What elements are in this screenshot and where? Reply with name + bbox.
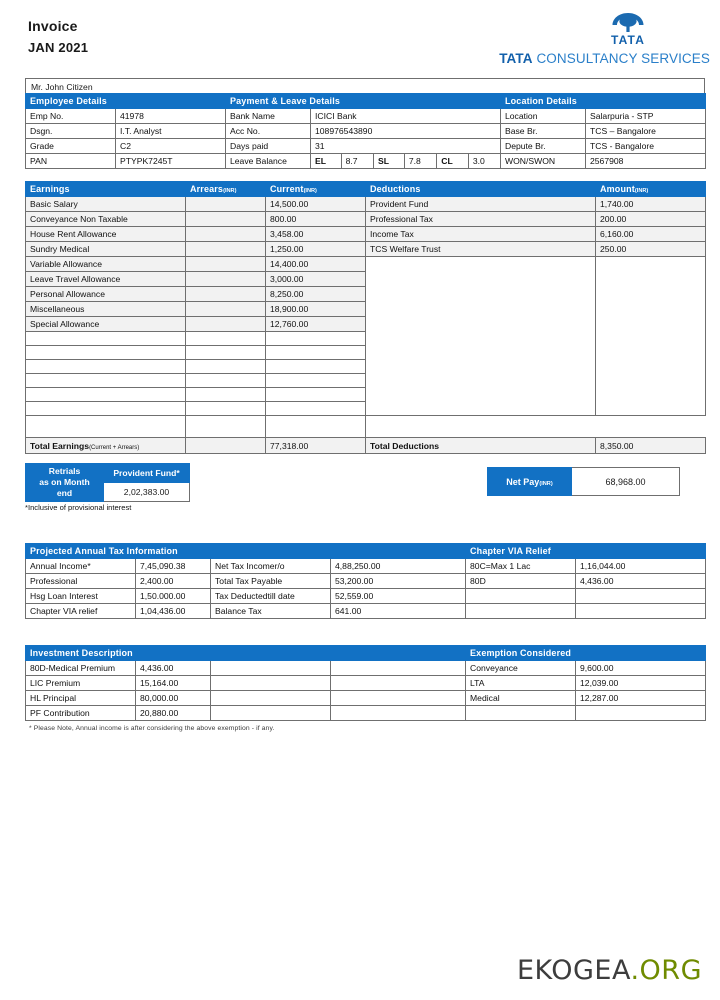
- investment-label: 80D-Medical Premium: [26, 661, 136, 676]
- depute-br-label: Depute Br.: [501, 139, 586, 154]
- pan-label: PAN: [26, 154, 116, 169]
- blank-cell: [26, 346, 186, 360]
- total-earnings-text: Total Earnings: [30, 440, 90, 451]
- current-col-header: [266, 182, 366, 197]
- earning-current: 3,458.00: [266, 227, 366, 242]
- net-pay-text: Net Pay: [506, 476, 540, 487]
- location-label: Location: [501, 109, 586, 124]
- amount-filler: [596, 257, 706, 416]
- chapter-via-header: Chapter VIA Relief: [466, 544, 706, 559]
- earning-label: Variable Allowance: [26, 257, 186, 272]
- blank-cell: [26, 374, 186, 388]
- tax-mid-label: Balance Tax: [211, 604, 331, 619]
- tax-mid-value: 52,559.00: [331, 589, 466, 604]
- earnings-row: [26, 242, 706, 257]
- tax-right-label: 80C=Max 1 Lac: [466, 559, 576, 574]
- arrears-unit: (INR): [223, 188, 237, 194]
- total-deductions-label: [366, 438, 596, 454]
- earnings-row: [26, 212, 706, 227]
- days-paid-label: Days paid: [226, 139, 311, 154]
- tcs-brand-line: [480, 51, 710, 66]
- exemption-value: 12,287.00: [576, 691, 706, 706]
- depute-br-value: TCS - Bangalore: [586, 139, 706, 154]
- el-value: 8.7: [341, 154, 373, 168]
- blank-cell: [186, 388, 266, 402]
- details-row: [26, 124, 706, 139]
- net-pay-unit: (INR): [539, 480, 553, 487]
- tax-right-value: [576, 589, 706, 604]
- leave-balance-label: Leave Balance: [226, 154, 311, 169]
- investment-spacer: [331, 661, 466, 676]
- earning-current: 14,500.00: [266, 197, 366, 212]
- tata-wordmark: TATA: [610, 33, 646, 47]
- details-header-row: [26, 94, 706, 109]
- investment-spacer: [211, 691, 331, 706]
- retrials-label: [26, 464, 104, 502]
- earnings-blank-row: [26, 416, 706, 438]
- employee-name: Mr. John Citizen: [25, 78, 705, 93]
- blank-cell: [186, 332, 266, 346]
- exemption-label: [466, 706, 576, 721]
- tax-left-label: Professional: [26, 574, 136, 589]
- totals-row: [26, 438, 706, 454]
- won-swon-label: WON/SWON: [501, 154, 586, 169]
- earning-current: 18,900.00: [266, 302, 366, 317]
- tax-left-value: 1,04,436.00: [136, 604, 211, 619]
- blank-cell: [186, 402, 266, 416]
- retrials-footnote: *Inclusive of provisional interest: [25, 503, 132, 512]
- exemption-value: 9,600.00: [576, 661, 706, 676]
- tax-right-value: 4,436.00: [576, 574, 706, 589]
- tax-right-label: [466, 604, 576, 619]
- tax-mid-value: 53,200.00: [331, 574, 466, 589]
- investment-value: 4,436.00: [136, 661, 211, 676]
- details-row: [26, 109, 706, 124]
- earning-arrears: [186, 317, 266, 332]
- investment-spacer: [331, 706, 466, 721]
- exemption-value: [576, 706, 706, 721]
- blank-cell: [266, 332, 366, 346]
- tata-logo-icon: [611, 12, 645, 34]
- net-pay-box: [487, 467, 680, 496]
- location-value: Salarpuria - STP: [586, 109, 706, 124]
- blank-cell: [26, 402, 186, 416]
- exemption-considered-header: Exemption Considered: [466, 646, 706, 661]
- current-label: Current: [270, 184, 304, 194]
- earning-label: Conveyance Non Taxable: [26, 212, 186, 227]
- investment-spacer: [211, 661, 331, 676]
- deduction-amount: 1,740.00: [596, 197, 706, 212]
- total-earnings-spacer: [186, 438, 266, 454]
- amount-label: Amount: [600, 184, 635, 194]
- tax-left-value: 1,50.000.00: [136, 589, 211, 604]
- deduction-label: Professional Tax: [366, 212, 596, 227]
- earnings-row: [26, 197, 706, 212]
- investment-label: LIC Premium: [26, 676, 136, 691]
- details-pan-row: [26, 154, 706, 169]
- earning-label: Miscellaneous: [26, 302, 186, 317]
- blank-cell: [266, 416, 366, 438]
- tax-left-label: Chapter VIA relief: [26, 604, 136, 619]
- watermark-dark-text: EKOGEA: [516, 955, 631, 986]
- document-header: [0, 0, 720, 78]
- earning-arrears: [186, 257, 266, 272]
- blank-cell: [266, 360, 366, 374]
- employee-details-header: Employee Details: [26, 94, 226, 109]
- total-earnings-sub: (Current + Arrears): [89, 444, 140, 451]
- earning-arrears: [186, 272, 266, 287]
- base-br-label: Base Br.: [501, 124, 586, 139]
- exemption-label: Conveyance: [466, 661, 576, 676]
- earning-arrears: [186, 197, 266, 212]
- investment-value: 20,880.00: [136, 706, 211, 721]
- net-pay-value: 68,968.00: [572, 468, 680, 496]
- provident-fund-header: Provident Fund*: [104, 464, 190, 483]
- sl-code: SL: [373, 154, 404, 168]
- invoice-month: JAN 2021: [28, 40, 89, 55]
- exemption-label: Medical: [466, 691, 576, 706]
- deduction-label: TCS Welfare Trust: [366, 242, 596, 257]
- grade-label: Grade: [26, 139, 116, 154]
- invoice-title: Invoice: [28, 18, 78, 34]
- earnings-row: [26, 257, 706, 272]
- grade-value: C2: [116, 139, 226, 154]
- pan-value: PTYPK7245T: [116, 154, 226, 169]
- net-pay-label: [488, 468, 572, 496]
- tax-right-label: 80D: [466, 574, 576, 589]
- blank-cell: [26, 332, 186, 346]
- investment-row: [26, 661, 706, 676]
- earning-current: 1,250.00: [266, 242, 366, 257]
- earning-label: Special Allowance: [26, 317, 186, 332]
- details-table: [25, 93, 706, 169]
- site-watermark: [517, 955, 702, 986]
- base-br-value: TCS – Bangalore: [586, 124, 706, 139]
- earning-label: Leave Travel Allowance: [26, 272, 186, 287]
- leave-balance-cell: [311, 154, 501, 169]
- deduction-label: Income Tax: [366, 227, 596, 242]
- earning-current: 3,000.00: [266, 272, 366, 287]
- tax-right-value: [576, 604, 706, 619]
- total-earnings-value: 77,318.00: [266, 438, 366, 454]
- earning-label: Personal Allowance: [26, 287, 186, 302]
- acc-no-label: Acc No.: [226, 124, 311, 139]
- tax-mid-label: Tax Deductedtill date: [211, 589, 331, 604]
- total-deductions-text: Total Deductions: [370, 440, 440, 451]
- investment-row: [26, 706, 706, 721]
- earning-current: 8,250.00: [266, 287, 366, 302]
- blank-cell: [26, 360, 186, 374]
- el-code: EL: [311, 154, 341, 168]
- current-unit: (INR): [303, 188, 317, 194]
- total-deductions-value: 8,350.00: [596, 438, 706, 454]
- tax-right-value: 1,16,044.00: [576, 559, 706, 574]
- earning-label: House Rent Allowance: [26, 227, 186, 242]
- total-earnings-label: [26, 438, 186, 454]
- emp-no-label: Emp No.: [26, 109, 116, 124]
- investment-description-header: Investment Description: [26, 646, 466, 661]
- annual-tax-header: Projected Annual Tax Information: [26, 544, 466, 559]
- annual-tax-table: [25, 543, 706, 619]
- blank-cell: [186, 416, 266, 438]
- cl-value: 3.0: [472, 156, 485, 166]
- investment-spacer: [211, 676, 331, 691]
- earning-current: 12,760.00: [266, 317, 366, 332]
- retrials-netpay-row: [0, 463, 720, 519]
- dsgn-value: I.T. Analyst: [116, 124, 226, 139]
- earnings-header-row: [26, 182, 706, 197]
- blank-cell: [26, 416, 186, 438]
- deduction-amount: 200.00: [596, 212, 706, 227]
- blank-cell: [186, 346, 266, 360]
- sl-value: 7.8: [404, 154, 436, 168]
- won-swon-value: 2567908: [586, 154, 706, 169]
- investment-table: [25, 645, 706, 721]
- blank-cell: [266, 346, 366, 360]
- investment-note: * Please Note, Annual income is after considering the above exemption - if any.: [29, 725, 275, 732]
- deduction-amount: 250.00: [596, 242, 706, 257]
- arrears-col-header: [186, 182, 266, 197]
- tax-left-value: 7,45,090.38: [136, 559, 211, 574]
- tax-row: [26, 559, 706, 574]
- blank-cell: [266, 402, 366, 416]
- deduction-amount: 6,160.00: [596, 227, 706, 242]
- earning-arrears: [186, 227, 266, 242]
- cl-code: CL: [437, 154, 469, 168]
- arrears-label: Arrears: [190, 184, 224, 194]
- details-row: [26, 139, 706, 154]
- earnings-row: [26, 227, 706, 242]
- payment-details-header: Payment & Leave Details: [226, 94, 501, 109]
- exemption-value: 12,039.00: [576, 676, 706, 691]
- retrials-table: [25, 463, 190, 502]
- tcs-brand-rest: CONSULTANCY SERVICES: [532, 51, 710, 66]
- acc-no-value: 108976543890: [311, 124, 501, 139]
- tax-header-row: [26, 544, 706, 559]
- investment-row: [26, 676, 706, 691]
- bank-name-label: Bank Name: [226, 109, 311, 124]
- blank-cell: [266, 374, 366, 388]
- retrials-label-line1: Retrials: [48, 466, 81, 476]
- investment-spacer: [211, 706, 331, 721]
- tax-left-label: Annual Income*: [26, 559, 136, 574]
- tcs-brand-bold: TATA: [499, 51, 533, 66]
- amount-unit: (INR): [634, 188, 649, 194]
- tax-row: [26, 589, 706, 604]
- tax-mid-value: 4,88,250.00: [331, 559, 466, 574]
- earning-label: Basic Salary: [26, 197, 186, 212]
- blank-cell: [26, 388, 186, 402]
- earning-current: 800.00: [266, 212, 366, 227]
- earning-arrears: [186, 302, 266, 317]
- earning-arrears: [186, 287, 266, 302]
- tax-row: [26, 604, 706, 619]
- tax-left-label: Hsg Loan Interest: [26, 589, 136, 604]
- tax-row: [26, 574, 706, 589]
- location-details-header: Location Details: [501, 94, 706, 109]
- earnings-col-header: Earnings: [26, 182, 186, 197]
- tax-right-label: [466, 589, 576, 604]
- tax-mid-label: Net Tax Incomer/o: [211, 559, 331, 574]
- investment-value: 15,164.00: [136, 676, 211, 691]
- investment-spacer: [331, 691, 466, 706]
- tax-mid-label: Total Tax Payable: [211, 574, 331, 589]
- watermark-green-text: .ORG: [630, 955, 702, 986]
- provident-fund-value: 2,02,383.00: [104, 483, 190, 502]
- blank-cell: [186, 374, 266, 388]
- emp-no-value: 41978: [116, 109, 226, 124]
- tata-logo-group: [590, 12, 666, 47]
- earning-current: 14,400.00: [266, 257, 366, 272]
- deduction-label: Provident Fund: [366, 197, 596, 212]
- bank-name-value: ICICI Bank: [311, 109, 501, 124]
- tax-left-value: 2,400.00: [136, 574, 211, 589]
- investment-label: PF Contribution: [26, 706, 136, 721]
- deductions-filler: [366, 257, 596, 416]
- investment-spacer: [331, 676, 466, 691]
- brand-block: [480, 12, 710, 66]
- investment-row: [26, 691, 706, 706]
- blank-cell: [186, 360, 266, 374]
- earning-arrears: [186, 212, 266, 227]
- investment-header-row: [26, 646, 706, 661]
- investment-label: HL Principal: [26, 691, 136, 706]
- earning-label: Sundry Medical: [26, 242, 186, 257]
- amount-col-header: [596, 182, 706, 197]
- deductions-col-header: Deductions: [366, 182, 596, 197]
- dsgn-label: Dsgn.: [26, 124, 116, 139]
- days-paid-value: 31: [311, 139, 501, 154]
- investment-value: 80,000.00: [136, 691, 211, 706]
- tax-mid-value: 641.00: [331, 604, 466, 619]
- exemption-label: LTA: [466, 676, 576, 691]
- retrials-label-line2: as on Month end: [39, 477, 90, 498]
- earnings-deductions-table: [25, 181, 706, 454]
- blank-cell: [266, 388, 366, 402]
- earning-arrears: [186, 242, 266, 257]
